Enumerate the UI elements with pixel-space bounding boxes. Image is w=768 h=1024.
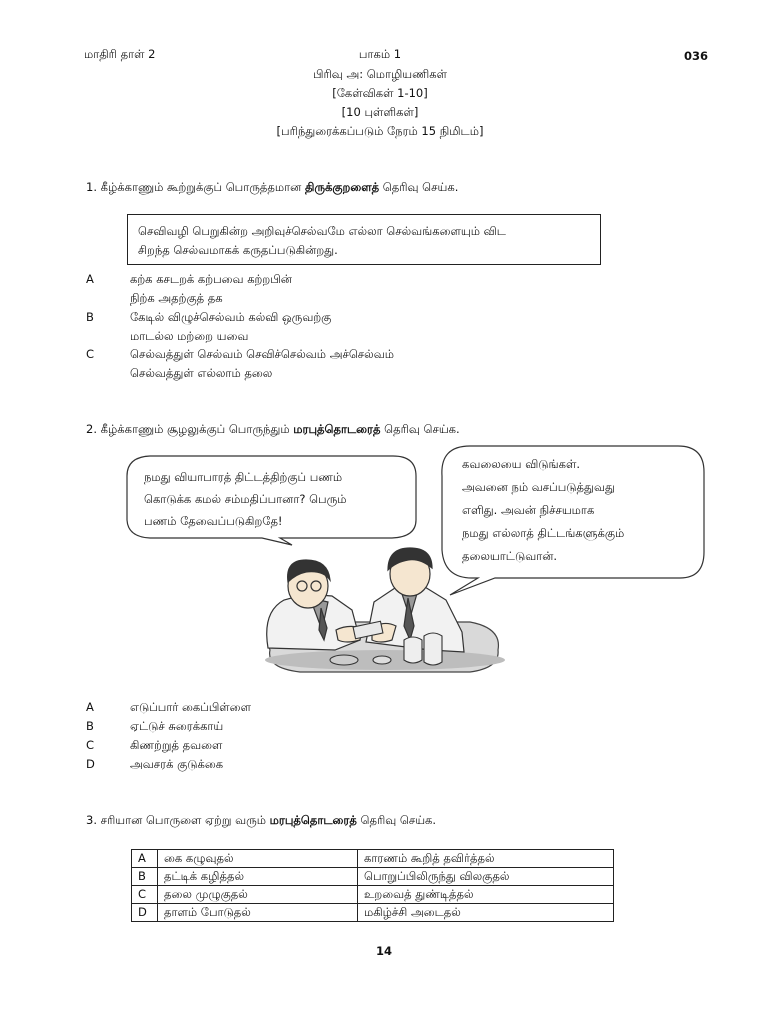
option-letter: B (132, 868, 158, 886)
question-number: 1. (86, 180, 97, 194)
prompt-text: கீழ்க்காணும் கூற்றுக்குப் பொருத்தமான (100, 180, 302, 194)
time-info: [பரிந்துரைக்கப்படும் நேரம் 15 நிமிடம்] (276, 124, 484, 138)
meaning-cell: உறவைத் துண்டித்தல் (358, 886, 614, 904)
option-line[interactable]: மாடல்ல மற்றை யவை (130, 329, 249, 343)
option-letter[interactable]: D (86, 757, 95, 771)
option-letter: A (132, 850, 158, 868)
option-line[interactable]: கேடில் விழுச்செல்வம் கல்வி ஒருவற்கு (130, 310, 332, 324)
speech-line: நமது வியாபாரத் திட்டத்திற்குப் பணம் (144, 470, 343, 484)
page-number: 14 (375, 944, 392, 958)
question-3-prompt (86, 813, 436, 829)
question-3-options-table (131, 849, 614, 922)
prompt-keyword: மரபுத்தொடரைத் (269, 813, 357, 827)
speech-line: எளிது. அவன் நிச்சயமாக (462, 503, 595, 517)
option-letter[interactable]: C (86, 347, 95, 361)
option-line[interactable]: நிற்க அதற்குத் தக (130, 291, 223, 305)
statement-line: செவிவழி பெறுகின்ற அறிவுச்செல்வமே எல்லா செல்வங்களையும் விட (138, 224, 506, 238)
option-text[interactable]: ஏட்டுச் சுரைக்காய் (130, 719, 224, 733)
man-left-drawing (267, 560, 362, 650)
option-line[interactable]: செல்வத்துள் எல்லாம் தலை (130, 366, 273, 380)
option-text[interactable]: எடுப்பார் கைப்பிள்ளை (130, 700, 251, 714)
idiom-cell: தலை முழுகுதல் (158, 886, 358, 904)
idiom-cell: கை கழுவுதல் (158, 850, 358, 868)
option-letter: C (132, 886, 158, 904)
question-number: 3. (86, 813, 97, 827)
speech-line: பணம் தேவைப்படுகிறதே! (144, 514, 283, 528)
option-letter[interactable]: B (86, 310, 94, 324)
meaning-cell: காரணம் கூறித் தவிர்த்தல் (358, 850, 614, 868)
speech-line: நமது எல்லாத் திட்டங்களுக்கும் (462, 526, 625, 540)
question-range: [கேள்விகள் 1-10] (332, 86, 428, 100)
prompt-text: சரியான பொருளை ஏற்று வரும் (100, 813, 267, 827)
option-letter: D (132, 904, 158, 922)
table-row[interactable] (132, 868, 614, 886)
speech-line: கொடுக்க கமல் சம்மதிப்பானா? பெரும் (144, 492, 347, 506)
part-title: பாகம் 1 (358, 47, 402, 61)
paper-label: மாதிரி தாள் 2 (84, 47, 156, 61)
table-row[interactable] (132, 904, 614, 922)
speech-line: தலையாட்டுவான். (462, 549, 558, 563)
paper-code: 036 (684, 49, 709, 63)
idiom-cell: தாளம் போடுதல் (158, 904, 358, 922)
option-letter[interactable]: B (86, 719, 94, 733)
speech-text-left (144, 466, 347, 532)
table-row[interactable] (132, 886, 614, 904)
meaning-cell: பொறுப்பிலிருந்து விலகுதல் (358, 868, 614, 886)
prompt-text: கீழ்க்காணும் சூழலுக்குப் பொருந்தும் (100, 422, 290, 436)
option-text[interactable]: அவசரக் குடுக்கை (130, 757, 224, 771)
speech-line: அவனை நம் வசப்படுத்துவது (462, 480, 615, 494)
speech-text-right (462, 453, 624, 568)
prompt-text: தெரிவு செய்க. (382, 180, 459, 194)
table-row[interactable] (132, 850, 614, 868)
option-line[interactable]: செல்வத்துள் செல்வம் செவிச்செல்வம் அச்செல்வம் (130, 347, 394, 361)
statement-line: சிறந்த செல்வமாகக் கருதப்படுகின்றது. (138, 243, 338, 257)
question-number: 2. (86, 422, 97, 436)
option-text[interactable]: கிணற்றுத் தவளை (130, 738, 223, 752)
prompt-keyword: மரபுத்தொடரைத் (293, 422, 381, 436)
prompt-keyword: திருக்குறளைத் (304, 180, 380, 194)
prompt-text: தெரிவு செய்க. (384, 422, 460, 436)
option-letter[interactable]: A (86, 272, 94, 286)
option-letter[interactable]: C (86, 738, 95, 752)
meaning-cell: மகிழ்ச்சி அடைதல் (358, 904, 614, 922)
option-letter[interactable]: A (86, 700, 94, 714)
idiom-cell: தட்டிக் கழித்தல் (158, 868, 358, 886)
marks-info: [10 புள்ளிகள்] (341, 105, 419, 119)
speech-line: கவலையை விடுங்கள். (462, 457, 580, 471)
section-title: பிரிவு அ: மொழியணிகள் (313, 67, 447, 81)
option-line[interactable]: கற்க கசடறக் கற்பவை கற்றபின் (130, 272, 292, 286)
prompt-text: தெரிவு செய்க. (360, 813, 437, 827)
